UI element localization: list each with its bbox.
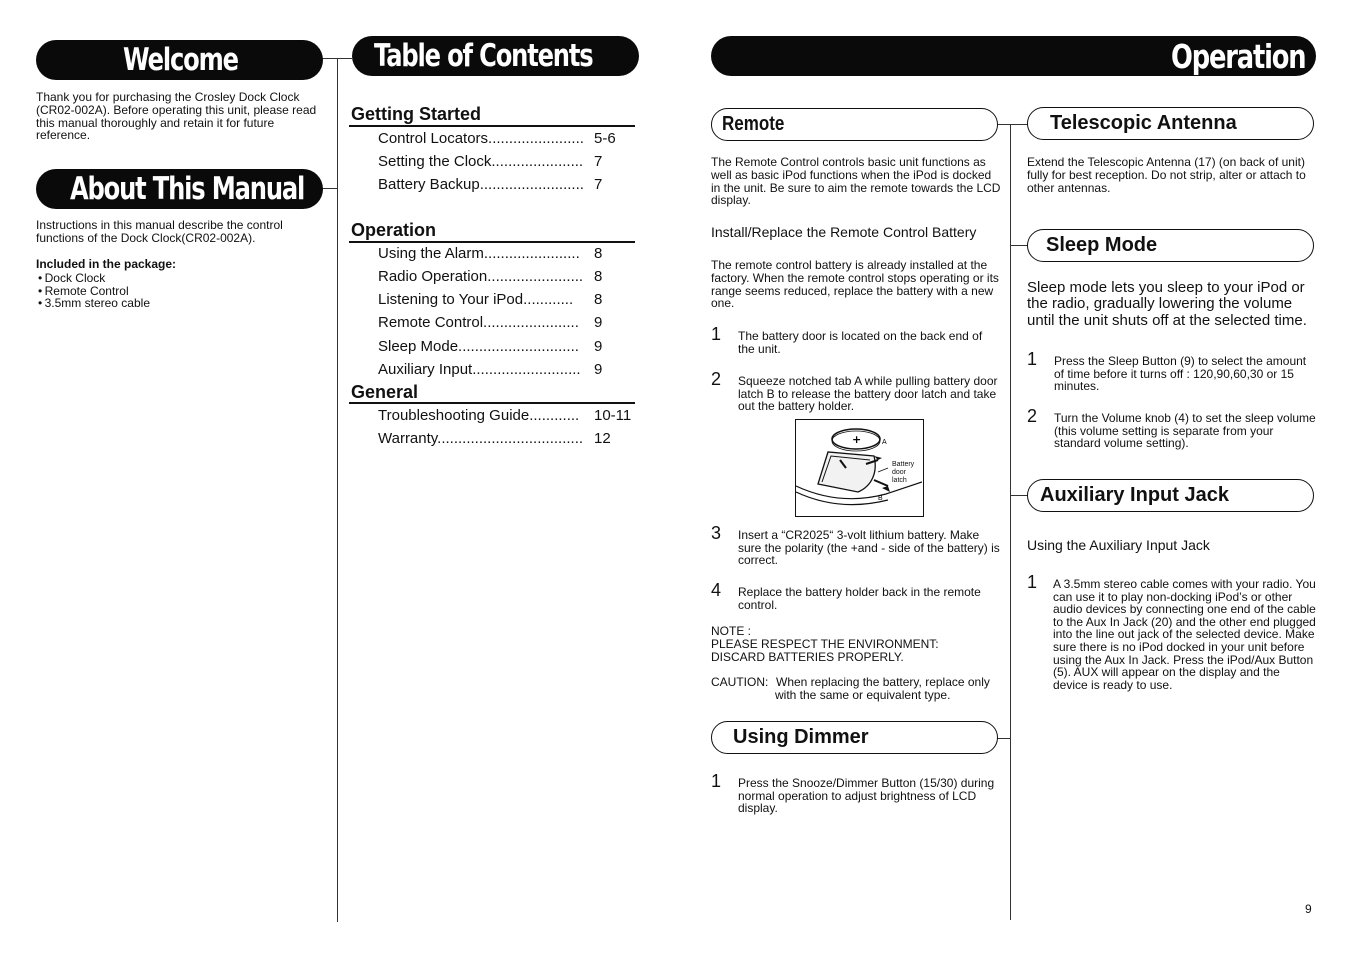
step-number: 3 xyxy=(711,523,722,543)
toc-rule xyxy=(349,241,635,243)
antenna-header xyxy=(1027,107,1314,140)
step-text: Press the Sleep Button (9) to select the amount of time before it turns off : 120,90,60,30 or 15 minutes. xyxy=(1054,354,1307,394)
welcome-banner xyxy=(36,40,323,80)
caution-text: When replacing the battery, replace only with the same or equivalent type. xyxy=(775,675,990,702)
welcome-connector xyxy=(322,58,352,59)
toc-item[interactable]: Troubleshooting Guide............ xyxy=(378,407,580,424)
step-number: 2 xyxy=(711,369,722,389)
about-text: Instructions in this manual describe the control functions of the Dock Clock(CR02-002A). xyxy=(36,218,283,245)
toc-page-number: 5-6 xyxy=(594,130,616,147)
toc-item[interactable]: Remote Control....................... xyxy=(378,314,579,331)
remote-intro: The Remote Control controls basic unit functions as well as basic iPod functions when the iPod is docked in the unit. Be sure to aim the remote towards the LCD display. xyxy=(711,155,1001,208)
caution-label: CAUTION: xyxy=(711,675,769,689)
toc-page-number: 8 xyxy=(594,291,603,308)
toc-page-number: 10-11 xyxy=(594,407,632,424)
toc-item[interactable]: Warranty................................... xyxy=(378,430,584,447)
antenna-title: Telescopic Antenna xyxy=(1050,112,1237,134)
toc-section-heading: General xyxy=(351,382,419,402)
toc-item[interactable]: Setting the Clock...................... xyxy=(378,153,584,170)
operation-title: Operation xyxy=(1171,37,1306,76)
toc-page-number: 9 xyxy=(594,361,603,378)
toc-page-number: 7 xyxy=(594,153,603,170)
toc-item[interactable]: Auxiliary Input.......................... xyxy=(378,361,581,378)
remote-connector xyxy=(997,124,1028,125)
figure-label-b: B xyxy=(878,495,883,502)
step-text: The battery door is located on the back end of the unit. xyxy=(738,329,983,356)
toc-page-number: 7 xyxy=(594,176,603,193)
toc-item[interactable]: Battery Backup......................... xyxy=(378,176,584,193)
toc-item[interactable]: Using the Alarm....................... xyxy=(378,245,580,262)
toc-page-number: 8 xyxy=(594,268,603,285)
sleep-title: Sleep Mode xyxy=(1046,234,1158,256)
toc-rule xyxy=(349,402,635,404)
step-number: 2 xyxy=(1027,406,1038,426)
toc-section-heading: Operation xyxy=(351,220,437,240)
about-connector xyxy=(322,188,338,189)
dimmer-connector xyxy=(997,738,1010,739)
dimmer-title: Using Dimmer xyxy=(733,726,869,748)
column-divider-right xyxy=(1010,124,1011,920)
toc-section-heading: Getting Started xyxy=(351,104,482,124)
list-item: • Remote Control xyxy=(38,283,129,298)
aux-connector xyxy=(1010,495,1028,496)
step-text: A 3.5mm stereo cable comes with your radio. You can use it to play non-docking iPod’s or other audio devices by connecting one end of the cable to the Aux In Jack (20) and the other end plugged into the line out jack of the selected device. Make sure there is no iPod docked in your unit before using the Aux In Jack. Press the iPod/Aux Button (5). AUX will appear on the display and the device is ready to use. xyxy=(1053,577,1316,692)
page-number: 9 xyxy=(1305,902,1312,916)
sleep-header xyxy=(1027,229,1314,262)
antenna-text: Extend the Telescopic Antenna (17) (on back of unit) fully for best reception. Do not strip, alter or attach to other antennas. xyxy=(1027,155,1306,195)
step-text: Replace the battery holder back in the remote control. xyxy=(738,585,981,612)
battery-text: The remote control battery is already installed at the factory. When the remote control stops operating or its range seems reduced, replace the battery with a new one. xyxy=(711,258,999,311)
toc-item[interactable]: Sleep Mode............................. xyxy=(378,338,579,355)
step-number: 1 xyxy=(711,324,722,344)
step-number: 1 xyxy=(1027,349,1038,369)
about-banner xyxy=(36,169,323,209)
welcome-text: Thank you for purchasing the Crosley Dock Clock (CR02-002A). Before operating this unit, please read this manual thoroughly and retain it for future reference. xyxy=(36,90,317,143)
list-item: • 3.5mm stereo cable xyxy=(38,296,150,310)
dimmer-header xyxy=(711,721,998,754)
aux-subheading: Using the Auxiliary Input Jack xyxy=(1027,537,1210,553)
step-text: Turn the Volume knob (4) to set the sleep volume (this volume setting is separate from your standard volume setting). xyxy=(1054,411,1316,451)
toc-page-number: 12 xyxy=(594,430,611,447)
welcome-title: Welcome xyxy=(123,42,238,78)
toc-item[interactable]: Radio Operation....................... xyxy=(378,268,584,285)
figure-latch-label: Battery door latch xyxy=(892,461,915,484)
toc-item[interactable]: Listening to Your iPod............ xyxy=(378,291,574,308)
note-text: PLEASE RESPECT THE ENVIRONMENT: DISCARD BATTERIES PROPERLY. xyxy=(711,637,939,664)
package-heading: Included in the package: xyxy=(36,257,177,271)
toc-page-number: 9 xyxy=(594,338,603,355)
figure-label-a: A xyxy=(882,439,887,446)
aux-title: Auxiliary Input Jack xyxy=(1040,484,1229,506)
step-number: 1 xyxy=(711,771,722,791)
step-text: Insert a “CR2025“ 3-volt lithium battery. Make sure the polarity (the +and - side of the battery) is correct. xyxy=(738,528,1000,568)
remote-subheading: Install/Replace the Remote Control Battery xyxy=(711,224,977,240)
about-title: About This Manual xyxy=(70,171,305,207)
toc-page-number: 9 xyxy=(594,314,603,331)
sleep-connector xyxy=(1010,245,1028,246)
toc-item[interactable]: Control Locators....................... xyxy=(378,130,584,147)
toc-page-number: 8 xyxy=(594,245,603,262)
toc-rule xyxy=(349,125,635,127)
aux-header xyxy=(1027,479,1314,512)
toc-banner xyxy=(352,36,639,76)
list-item: • Dock Clock xyxy=(38,271,106,285)
package-list xyxy=(38,272,150,310)
sleep-intro: Sleep mode lets you sleep to your iPod or the radio, gradually lowering the volume until the unit shuts off at the selected time. xyxy=(1027,279,1307,329)
note-label: NOTE : xyxy=(711,624,752,638)
battery-plus-label: + xyxy=(852,433,862,446)
step-text: Squeeze notched tab A while pulling battery door latch B to release the battery door latch and take out the battery holder. xyxy=(738,374,998,414)
operation-banner xyxy=(711,36,1316,76)
step-number: 1 xyxy=(1027,572,1038,592)
step-number: 4 xyxy=(711,580,722,600)
toc-title: Table of Contents xyxy=(374,38,593,74)
remote-title: Remote xyxy=(722,113,785,135)
battery-figure xyxy=(795,419,924,517)
step-text: Press the Snooze/Dimmer Button (15/30) during normal operation to adjust brightness of LCD display. xyxy=(738,776,995,816)
remote-header xyxy=(711,108,998,141)
